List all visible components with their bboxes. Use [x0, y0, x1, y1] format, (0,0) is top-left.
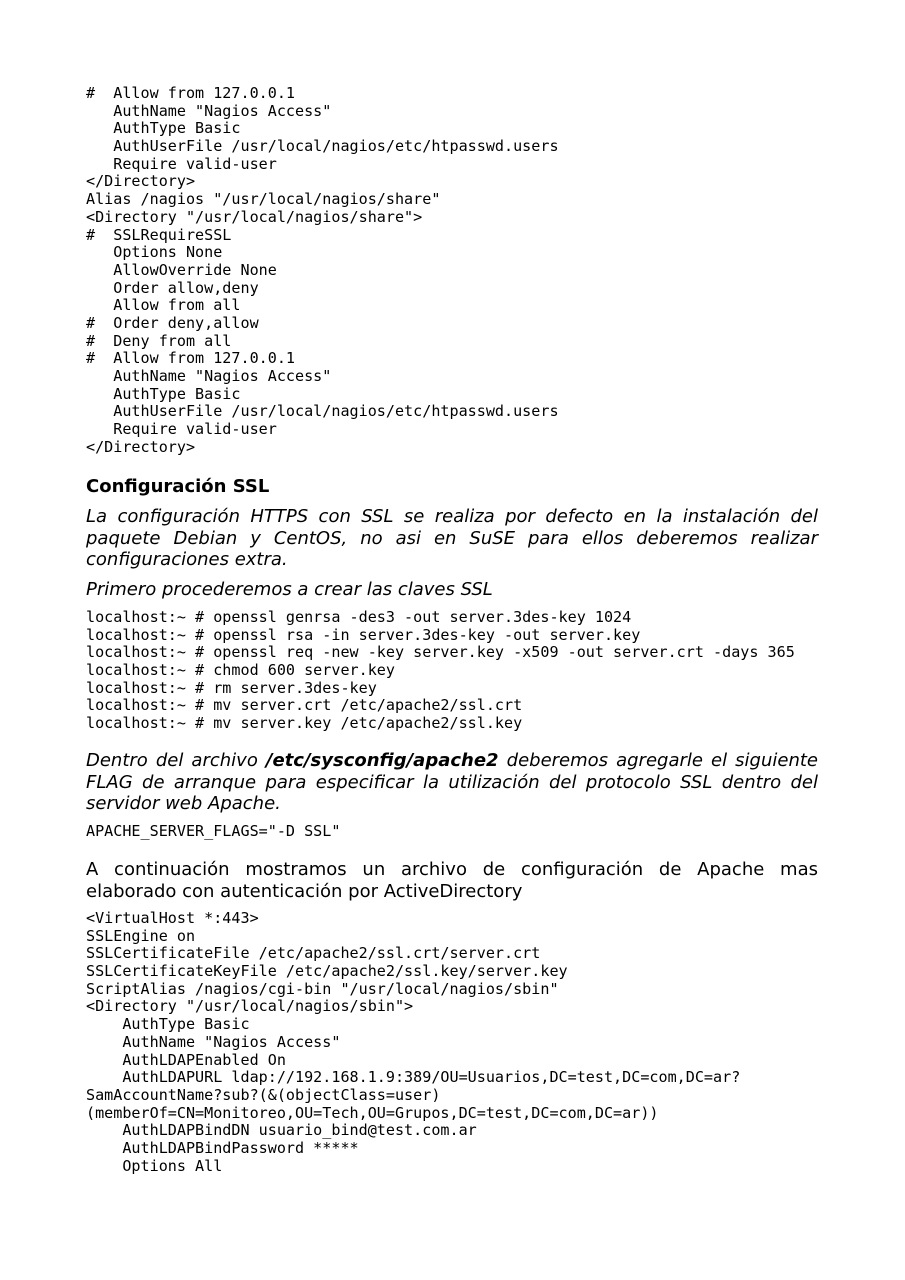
code-line: SamAccountName?sub?(&(objectClass=user) — [86, 1085, 441, 1104]
apache-flags-block — [86, 823, 340, 841]
file-path: /etc/sysconfig/apache2 — [265, 750, 499, 771]
code-line: SSLCertificateFile /etc/apache2/ssl.crt/server.crt — [86, 944, 541, 963]
code-line: SSLEngine on — [86, 926, 196, 945]
code-line: AuthUserFile /usr/local/nagios/etc/htpasswd.users — [86, 402, 559, 421]
code-line: AuthLDAPBindPassword ***** — [86, 1138, 359, 1157]
code-line: localhost:~ # openssl req -new -key server.key -x509 -out server.crt -days 365 — [86, 643, 795, 662]
sysconfig-paragraph — [86, 750, 818, 815]
code-line: # Order deny,allow — [86, 313, 259, 332]
text: Dentro del archivo — [86, 750, 266, 771]
code-line: Require valid-user — [86, 154, 277, 173]
code-line: (memberOf=CN=Monitoreo,OU=Tech,OU=Grupos,DC=test,DC=com,DC=ar)) — [86, 1103, 659, 1122]
code-line: AllowOverride None — [86, 260, 277, 279]
code-line: localhost:~ # openssl rsa -in server.3des-key -out server.key — [86, 625, 641, 644]
activedirectory-paragraph: A continuación mostramos un archivo de configuración de Apache mas elaborado con autenticación por ActiveDirectory — [86, 859, 818, 902]
apache-config-block-1 — [86, 85, 559, 456]
code-line: AuthType Basic — [86, 119, 241, 138]
code-line: localhost:~ # rm server.3des-key — [86, 678, 377, 697]
code-line: ScriptAlias /nagios/cgi-bin "/usr/local/nagios/sbin" — [86, 979, 559, 998]
code-line: <VirtualHost *:443> — [86, 909, 259, 927]
ssl-intro-paragraph: La configuración HTTPS con SSL se realiza por defecto en la instalación del paquete Debian y CentOS, no asi en SuSE para ellos deberemos realizar configuraciones extra. — [86, 506, 818, 570]
code-line: # Allow from 127.0.0.1 — [86, 84, 296, 102]
virtualhost-config-block — [86, 910, 740, 1175]
code-line: </Directory> — [86, 437, 196, 456]
openssl-commands-block — [86, 609, 795, 733]
code-line: </Directory> — [86, 172, 196, 191]
code-line: <Directory "/usr/local/nagios/share"> — [86, 207, 423, 226]
code-line: AuthType Basic — [86, 1015, 250, 1034]
code-line: AuthType Basic — [86, 384, 241, 403]
code-line: Alias /nagios "/usr/local/nagios/share" — [86, 190, 441, 209]
code-line: # Allow from 127.0.0.1 — [86, 349, 296, 368]
code-line: localhost:~ # chmod 600 server.key — [86, 661, 395, 680]
code-line: <Directory "/usr/local/nagios/sbin"> — [86, 997, 414, 1016]
code-line: Allow from all — [86, 296, 241, 315]
code-line: Options All — [86, 1156, 223, 1175]
section-heading-ssl: Configuración SSL — [86, 476, 270, 497]
ssl-keys-paragraph: Primero procederemos a crear las claves SSL — [86, 579, 493, 600]
code-line: # SSLRequireSSL — [86, 225, 232, 244]
code-line: localhost:~ # mv server.crt /etc/apache2/ssl.crt — [86, 696, 523, 715]
code-line: Options None — [86, 243, 223, 262]
code-line: AuthName "Nagios Access" — [86, 1032, 341, 1051]
code-line: AuthUserFile /usr/local/nagios/etc/htpasswd.users — [86, 137, 559, 156]
code-line: # Deny from all — [86, 331, 232, 350]
code-line: localhost:~ # mv server.key /etc/apache2/ssl.key — [86, 714, 523, 733]
code-line: AuthLDAPBindDN usuario_bind@test.com.ar — [86, 1121, 477, 1140]
code-line: APACHE_SERVER_FLAGS="-D SSL" — [86, 822, 341, 840]
code-line: AuthLDAPEnabled On — [86, 1050, 286, 1069]
code-line: AuthName "Nagios Access" — [86, 367, 332, 385]
text: deberemos agregarle el siguiente FLAG de arranque para especificar la utilización del protocolo SSL dentro del servidor web Apache. — [86, 750, 818, 814]
code-line: SSLCertificateKeyFile /etc/apache2/ssl.key/server.key — [86, 962, 568, 981]
code-line: Require valid-user — [86, 420, 277, 439]
code-line: AuthName "Nagios Access" — [86, 101, 332, 120]
code-line: AuthLDAPURL ldap://192.168.1.9:389/OU=Usuarios,DC=test,DC=com,DC=ar? — [86, 1068, 741, 1087]
code-line: localhost:~ # openssl genrsa -des3 -out server.3des-key 1024 — [86, 608, 632, 626]
code-line: Order allow,deny — [86, 278, 259, 297]
